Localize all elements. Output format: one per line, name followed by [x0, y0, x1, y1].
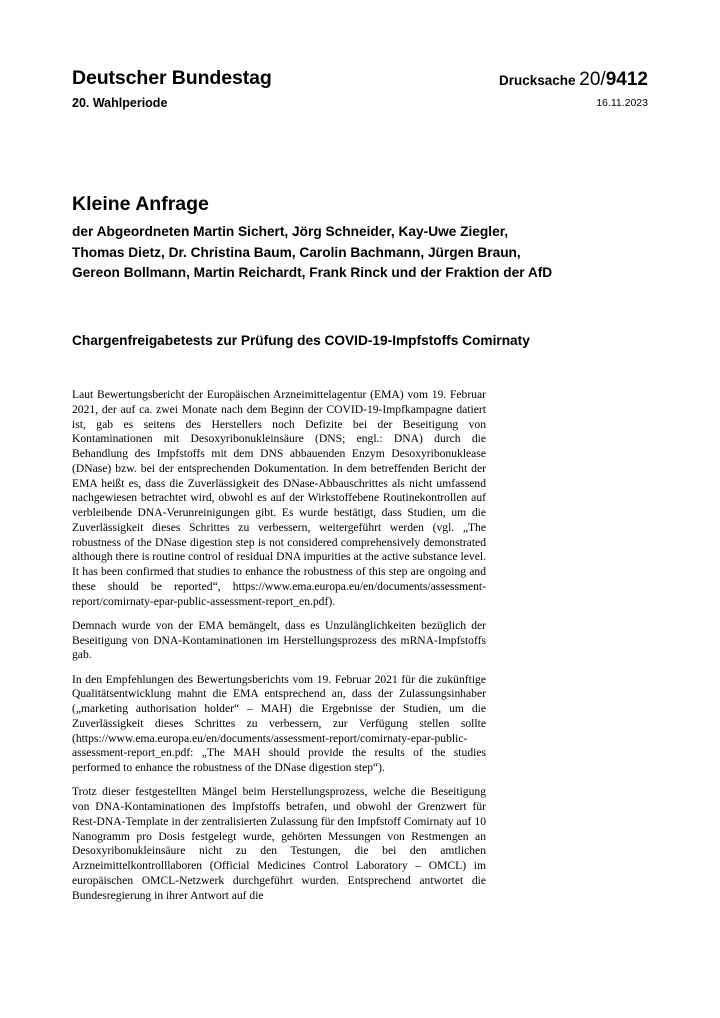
institution-name: Deutscher Bundestag: [72, 67, 272, 89]
inquiry-subject: Chargenfreigabetests zur Prüfung des COVID-19-Impfstoffs Comirnaty: [72, 333, 530, 348]
body-text: [72, 388, 486, 913]
document-date: 16.11.2023: [596, 97, 648, 109]
legislative-period: 20. Wahlperiode: [72, 96, 168, 110]
authors-block: [72, 222, 632, 284]
authors-line: Thomas Dietz, Dr. Christina Baum, Carolin Bachmann, Jürgen Braun,: [72, 244, 521, 260]
document-number-period: 20/: [579, 69, 606, 90]
document-number-value: 9412: [605, 69, 648, 90]
document-number: [499, 70, 648, 91]
authors-line: Gereon Bollmann, Martin Reichardt, Frank Rinck und der Fraktion der AfD: [72, 265, 553, 280]
body-paragraph: Laut Bewertungsbericht der Europäischen Arzneimittelagentur (EMA) vom 19. Februar 2021, der auf ca. zwei Monate nach dem Beginn der COVID-19-Impfkampagne datiert ist, gab es seitens des Herstellers noch Defizite bei der Beseitigung von Kontaminationen mit Desoxyribonukleinsäure (DNS; engl.: DNA) durch die Behandlung des Impfstoffs mit dem DNS abbauenden Enzym Desoxyribonuklease (DNase) bzw. bei der entsprechenden Dokumentation. In dem betreffenden Bericht der EMA heißt es, dass die Zuverlässigkeit des DNase-Abbauschrittes als nicht umfassend nachgewiesen betrachtet wird, obwohl es auf der Wirkstoffebene Routinekontrollen auf verbleibende DNA-Verunreinigungen gibt. Es wurde bestätigt, dass Studien, um die Zuverlässigkeit dieses Schrittes zu verbessern, weitergeführt werden (vgl. „The robustness of the DNase digestion step is not considered comprehensively demonstrated although there is routine control of residual DNA impurities at the active substance level. It has been confirmed that studies to enhance the robustness of this step are ongoing and these should be reported“, https://www.ema.europa.eu/en/documents/assessment-report/comirnaty-epar-public-assessment-report_en.pdf).: [72, 388, 486, 608]
body-paragraph: Trotz dieser festgestellten Mängel beim Herstellungsprozess, welche die Beseitigung von DNA-Kontaminationen des Impfstoffs betrafen, und obwohl der Grenzwert für Rest-DNA-Template in der zentralisierten Zulassung für den Impfstoff Comirnaty auf 10 Nanogramm pro Dosis festgelegt wurde, gehörten Messungen von Restmengen an Desoxyribonukleinsäure nicht zu den Testungen, die bei den amtlichen Arzneimittelkontrolllaboren (Official Medicines Control Laboratory – OMCL) im europäischen OMCL-Netzwerk durchgeführt wurden. Entsprechend antwortet die Bundesregierung in ihrer Antwort auf die: [72, 785, 486, 902]
document-header: [72, 66, 648, 111]
document-title: Kleine Anfrage: [72, 193, 209, 215]
document-number-label: Drucksache: [498, 73, 576, 88]
body-paragraph: Demnach wurde von der EMA bemängelt, dass es Unzulänglichkeiten bezüglich der Beseitigung von DNA-Kontaminationen im Herstellungsprozess des mRNA-Impfstoffs gab.: [72, 618, 486, 662]
body-paragraph: In den Empfehlungen des Bewertungsberichts vom 19. Februar 2021 für die zukünftige Qualitätsentwicklung mahnt die EMA entsprechend an, dass der Zulassungsinhaber („marketing authorisation holder“ – MAH) die Ergebnisse der Studien, um die Zuverlässigkeit dieses Schrittes zu verbessern, zur Verfügung stellen sollte (https://www.ema.europa.eu/en/documents/assessment-report/comirnaty-epar-public-assessment-report_en.pdf: „The MAH should provide the results of the studies performed to enhance the robustness of the DNase digestion step“).: [72, 672, 486, 774]
authors-line: der Abgeordneten Martin Sichert, Jörg Schneider, Kay-Uwe Ziegler,: [72, 224, 509, 239]
